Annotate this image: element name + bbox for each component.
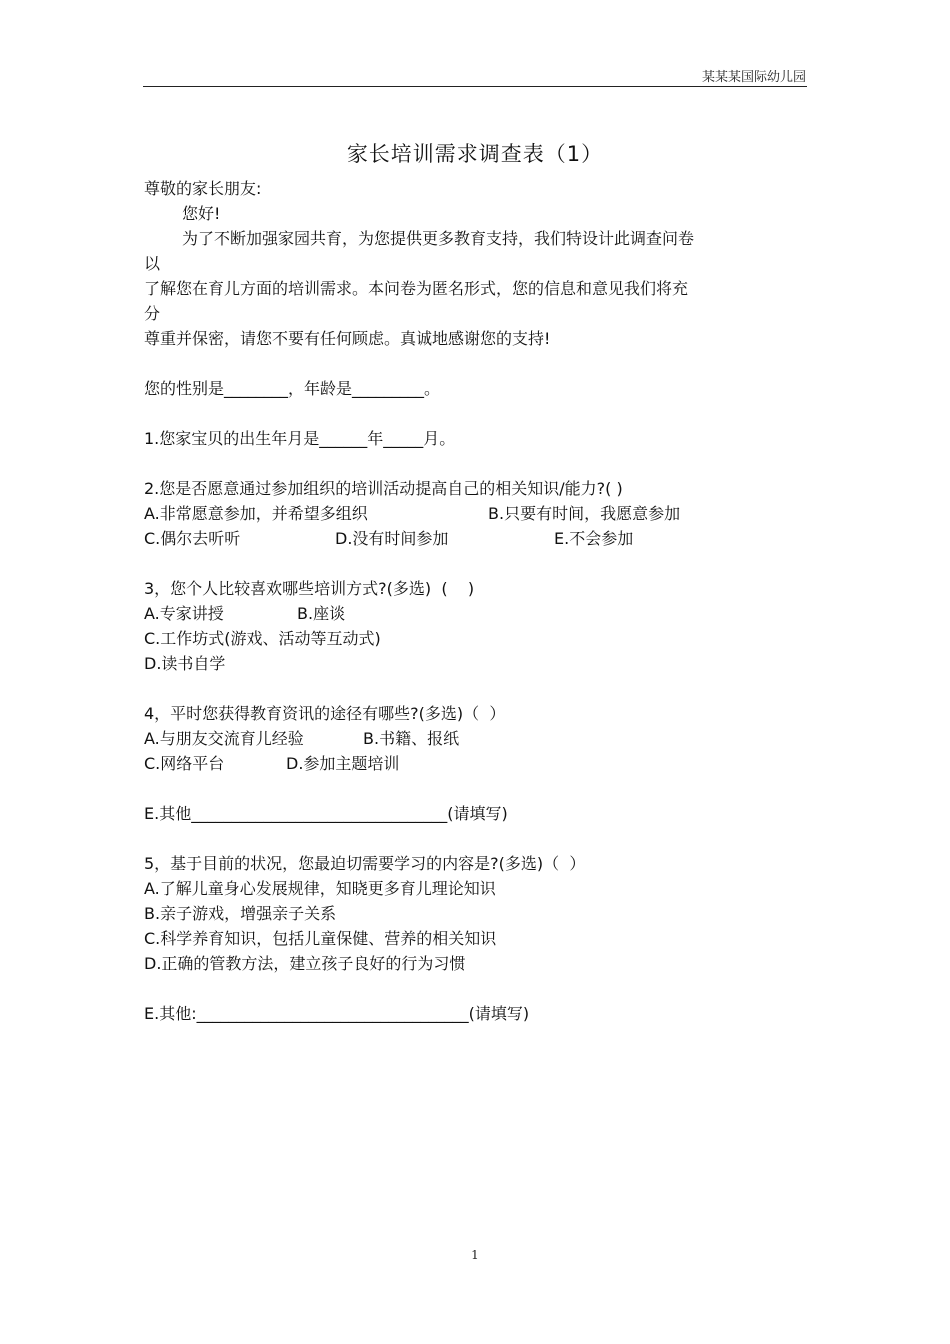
- q3-option-b[interactable]: B.座谈: [297, 604, 346, 623]
- basic-info-line[interactable]: 您的性别是________，年龄是_________。: [144, 379, 441, 398]
- q3-option-c[interactable]: C.工作坊式(游戏、活动等互动式): [144, 629, 381, 648]
- q2-option-c[interactable]: C.偶尔去听听: [144, 529, 241, 548]
- header-rule: [143, 86, 807, 87]
- page-number: 1: [471, 1248, 479, 1262]
- intro-line-1: 为了不断加强家园共育，为您提供更多教育支持，我们特设计此调查问卷: [182, 229, 695, 248]
- q4-option-b[interactable]: B.书籍、报纸: [363, 729, 460, 748]
- q3-option-d[interactable]: D.读书自学: [144, 654, 226, 673]
- q5-option-d[interactable]: D.正确的管教方法，建立孩子良好的行为习惯: [144, 954, 466, 973]
- q5-option-a[interactable]: A.了解儿童身心发展规律，知晓更多育儿理论知识: [144, 879, 496, 898]
- greeting: 您好!: [182, 204, 221, 223]
- salutation: 尊敬的家长朋友:: [144, 179, 262, 198]
- q2-option-b[interactable]: B.只要有时间，我愿意参加: [488, 504, 681, 523]
- intro-line-2b: 分: [144, 304, 161, 323]
- question-4-options-row-2: [144, 751, 808, 776]
- q2-option-a[interactable]: A.非常愿意参加，并希望多组织: [144, 504, 368, 523]
- intro-line-2: 了解您在育儿方面的培训需求。本问卷为匿名形式，您的信息和意见我们将充: [144, 279, 689, 298]
- question-2-options-row-1: [144, 501, 808, 526]
- question-3: 3，您个人比较喜欢哪些培训方式?(多选) ( ): [144, 579, 475, 598]
- q5-option-e[interactable]: E.其他:__________________________________(请填写): [144, 1004, 530, 1023]
- page-title: 家长培训需求调查表（1）: [346, 142, 604, 166]
- question-2-options-row-2: [144, 526, 808, 551]
- question-1[interactable]: 1.您家宝贝的出生年月是______年_____月。: [144, 429, 456, 448]
- header-school-name: 某某某国际幼儿园: [701, 70, 806, 85]
- q4-option-d[interactable]: D.参加主题培训: [286, 754, 400, 773]
- q3-option-a[interactable]: A.专家讲授: [144, 604, 224, 623]
- question-4: 4，平时您获得教育资讯的途径有哪些?(多选)（ ）: [144, 704, 506, 723]
- q4-option-a[interactable]: A.与朋友交流育儿经验: [144, 729, 304, 748]
- question-3-options-row-1: [144, 601, 808, 626]
- q4-option-e[interactable]: E.其他________________________________(请填写): [144, 804, 508, 823]
- document-body: [144, 176, 808, 1026]
- q2-option-d[interactable]: D.没有时间参加: [335, 529, 449, 548]
- intro-line-1b: 以: [144, 254, 161, 273]
- q2-option-e[interactable]: E.不会参加: [554, 529, 634, 548]
- intro-line-3: 尊重并保密，请您不要有任何顾虑。真诚地感谢您的支持!: [144, 329, 551, 348]
- q5-option-b[interactable]: B.亲子游戏，增强亲子关系: [144, 904, 337, 923]
- q5-option-c[interactable]: C.科学养育知识，包括儿童保健、营养的相关知识: [144, 929, 497, 948]
- q4-option-c[interactable]: C.网络平台: [144, 754, 225, 773]
- question-4-options-row-1: [144, 726, 808, 751]
- question-5: 5，基于目前的状况，您最迫切需要学习的内容是?(多选)（ ）: [144, 854, 586, 873]
- question-2: 2.您是否愿意通过参加组织的培训活动提高自己的相关知识/能力?( ): [144, 479, 623, 498]
